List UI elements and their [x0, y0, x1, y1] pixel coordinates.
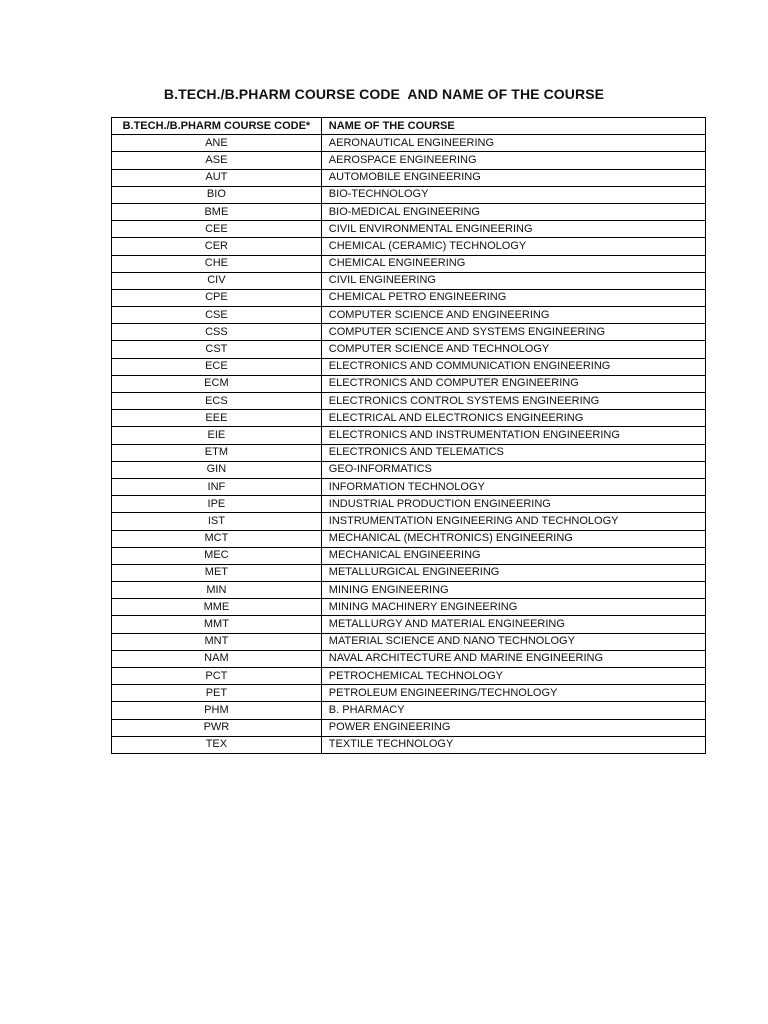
course-table — [111, 117, 706, 754]
course-code-cell: CER — [112, 238, 322, 255]
course-code-cell: BIO — [112, 186, 322, 203]
course-name-cell: INFORMATION TECHNOLOGY — [321, 478, 705, 495]
course-name-cell: ELECTRONICS AND COMMUNICATION ENGINEERING — [321, 358, 705, 375]
course-name-cell: B. PHARMACY — [321, 702, 705, 719]
table-row — [112, 410, 706, 427]
table-row — [112, 135, 706, 152]
course-name-cell: METALLURGY AND MATERIAL ENGINEERING — [321, 616, 705, 633]
course-name-cell: COMPUTER SCIENCE AND ENGINEERING — [321, 307, 705, 324]
course-name-cell: GEO-INFORMATICS — [321, 461, 705, 478]
course-code-cell: CHE — [112, 255, 322, 272]
table-row — [112, 564, 706, 581]
course-name-cell: BIO-MEDICAL ENGINEERING — [321, 203, 705, 220]
course-code-cell: CSE — [112, 307, 322, 324]
course-name-cell: ELECTRONICS AND INSTRUMENTATION ENGINEERING — [321, 427, 705, 444]
table-row — [112, 582, 706, 599]
table-row — [112, 152, 706, 169]
course-name-cell: CHEMICAL PETRO ENGINEERING — [321, 289, 705, 306]
course-name-cell: MECHANICAL (MECHTRONICS) ENGINEERING — [321, 530, 705, 547]
table-row — [112, 633, 706, 650]
course-code-cell: MIN — [112, 582, 322, 599]
column-header-course-name: NAME OF THE COURSE — [321, 118, 705, 135]
course-code-cell: MMT — [112, 616, 322, 633]
course-name-cell: AUTOMOBILE ENGINEERING — [321, 169, 705, 186]
course-code-cell: MET — [112, 564, 322, 581]
course-code-cell: CSS — [112, 324, 322, 341]
table-row — [112, 685, 706, 702]
table-row — [112, 461, 706, 478]
table-row — [112, 186, 706, 203]
table-row — [112, 341, 706, 358]
column-header-course-code: B.TECH./B.PHARM COURSE CODE* — [112, 118, 322, 135]
table-row — [112, 702, 706, 719]
table-row — [112, 616, 706, 633]
course-name-cell: INDUSTRIAL PRODUCTION ENGINEERING — [321, 496, 705, 513]
course-name-cell: POWER ENGINEERING — [321, 719, 705, 736]
course-name-cell: ELECTRONICS CONTROL SYSTEMS ENGINEERING — [321, 393, 705, 410]
course-code-cell: TEX — [112, 736, 322, 753]
course-code-cell: ECE — [112, 358, 322, 375]
course-name-cell: METALLURGICAL ENGINEERING — [321, 564, 705, 581]
course-code-cell: CIV — [112, 272, 322, 289]
table-row — [112, 530, 706, 547]
table-row — [112, 547, 706, 564]
course-code-cell: PWR — [112, 719, 322, 736]
course-code-cell: AUT — [112, 169, 322, 186]
course-code-cell: EEE — [112, 410, 322, 427]
table-row — [112, 203, 706, 220]
table-row — [112, 238, 706, 255]
course-name-cell: INSTRUMENTATION ENGINEERING AND TECHNOLOGY — [321, 513, 705, 530]
course-name-cell: MATERIAL SCIENCE AND NANO TECHNOLOGY — [321, 633, 705, 650]
course-name-cell: MINING ENGINEERING — [321, 582, 705, 599]
course-code-cell: MME — [112, 599, 322, 616]
course-code-cell: IPE — [112, 496, 322, 513]
course-name-cell: COMPUTER SCIENCE AND SYSTEMS ENGINEERING — [321, 324, 705, 341]
course-name-cell: ELECTRONICS AND COMPUTER ENGINEERING — [321, 375, 705, 392]
table-row — [112, 375, 706, 392]
course-name-cell: ELECTRONICS AND TELEMATICS — [321, 444, 705, 461]
course-code-cell: PET — [112, 685, 322, 702]
table-row — [112, 358, 706, 375]
table-header-row — [112, 118, 706, 135]
course-name-cell: CHEMICAL (CERAMIC) TECHNOLOGY — [321, 238, 705, 255]
table-row — [112, 307, 706, 324]
table-row — [112, 427, 706, 444]
table-row — [112, 736, 706, 753]
table-row — [112, 393, 706, 410]
course-code-cell: MEC — [112, 547, 322, 564]
course-code-cell: CST — [112, 341, 322, 358]
course-code-cell: CEE — [112, 221, 322, 238]
course-code-cell: EIE — [112, 427, 322, 444]
course-name-cell: ELECTRICAL AND ELECTRONICS ENGINEERING — [321, 410, 705, 427]
table-row — [112, 169, 706, 186]
course-code-cell: MCT — [112, 530, 322, 547]
course-code-cell: ANE — [112, 135, 322, 152]
course-name-cell: PETROCHEMICAL TECHNOLOGY — [321, 668, 705, 685]
course-code-cell: CPE — [112, 289, 322, 306]
table-row — [112, 668, 706, 685]
course-name-cell: AERONAUTICAL ENGINEERING — [321, 135, 705, 152]
table-row — [112, 650, 706, 667]
table-row — [112, 478, 706, 495]
course-name-cell: BIO-TECHNOLOGY — [321, 186, 705, 203]
table-row — [112, 255, 706, 272]
table-row — [112, 599, 706, 616]
course-code-cell: ECM — [112, 375, 322, 392]
course-name-cell: CHEMICAL ENGINEERING — [321, 255, 705, 272]
course-name-cell: TEXTILE TECHNOLOGY — [321, 736, 705, 753]
course-name-cell: MINING MACHINERY ENGINEERING — [321, 599, 705, 616]
course-code-cell: ETM — [112, 444, 322, 461]
course-code-cell: NAM — [112, 650, 322, 667]
document-title: B.TECH./B.PHARM COURSE CODE AND NAME OF THE COURSE — [163, 86, 605, 102]
table-row — [112, 444, 706, 461]
course-table-body — [112, 135, 706, 754]
table-row — [112, 324, 706, 341]
table-row — [112, 719, 706, 736]
course-code-cell: INF — [112, 478, 322, 495]
course-code-cell: BME — [112, 203, 322, 220]
course-name-cell: PETROLEUM ENGINEERING/TECHNOLOGY — [321, 685, 705, 702]
course-code-cell: MNT — [112, 633, 322, 650]
table-row — [112, 496, 706, 513]
table-row — [112, 289, 706, 306]
table-row — [112, 272, 706, 289]
course-code-cell: IST — [112, 513, 322, 530]
course-code-cell: ASE — [112, 152, 322, 169]
course-name-cell: AEROSPACE ENGINEERING — [321, 152, 705, 169]
table-row — [112, 221, 706, 238]
course-name-cell: MECHANICAL ENGINEERING — [321, 547, 705, 564]
course-name-cell: COMPUTER SCIENCE AND TECHNOLOGY — [321, 341, 705, 358]
course-name-cell: CIVIL ENGINEERING — [321, 272, 705, 289]
course-name-cell: NAVAL ARCHITECTURE AND MARINE ENGINEERING — [321, 650, 705, 667]
course-code-cell: PHM — [112, 702, 322, 719]
course-code-cell: PCT — [112, 668, 322, 685]
table-row — [112, 513, 706, 530]
course-name-cell: CIVIL ENVIRONMENTAL ENGINEERING — [321, 221, 705, 238]
course-code-cell: GIN — [112, 461, 322, 478]
course-code-cell: ECS — [112, 393, 322, 410]
